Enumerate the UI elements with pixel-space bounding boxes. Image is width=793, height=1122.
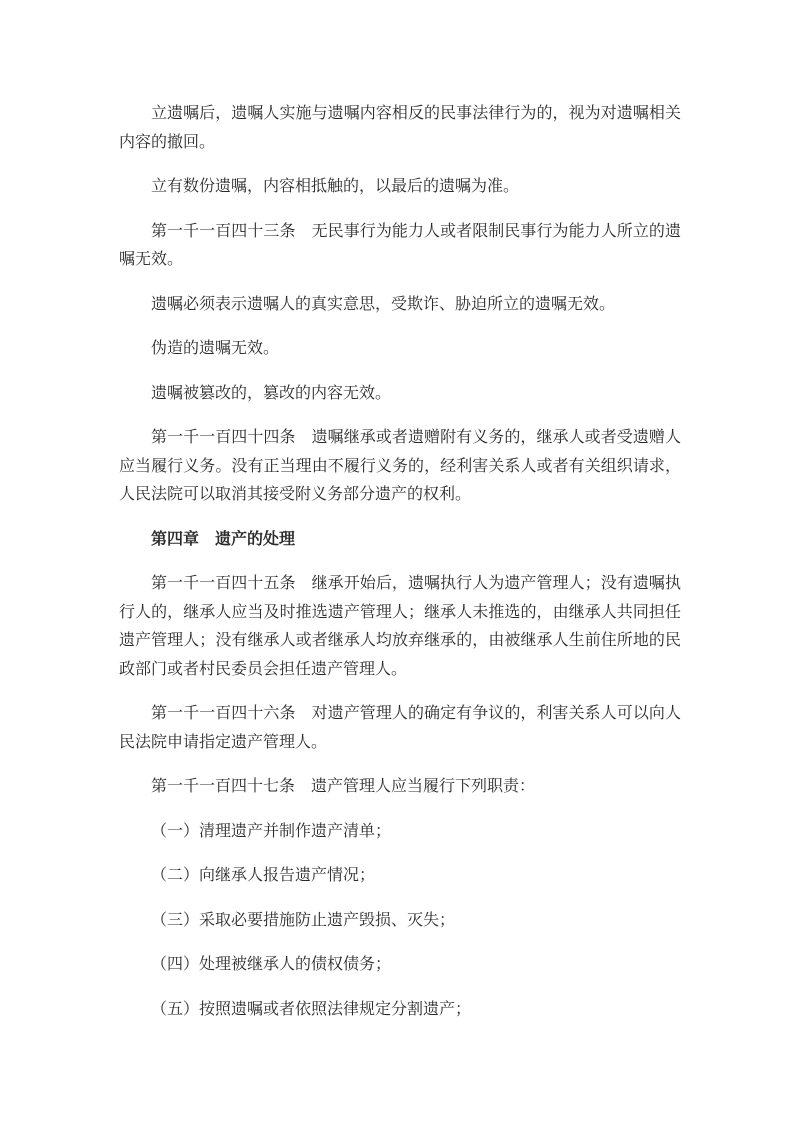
list-item-3: （三）采取必要措施防止遗产毁损、灭失；: [151, 911, 456, 929]
paragraph-multiple-wills: 立有数份遗嘱，内容相抵触的，以最后的遗嘱为准。: [151, 178, 520, 195]
chapter-heading: 第四章 遗产的处理: [151, 530, 296, 548]
paragraph-tampered-will: 遗嘱被篡改的，篡改的内容无效。: [151, 384, 392, 402]
paragraph-true-intent: 遗嘱必须表示遗嘱人的真实意思，受欺诈、胁迫所立的遗嘱无效。: [151, 295, 616, 313]
list-item-2: （二）向继承人报告遗产情况；: [151, 867, 376, 884]
list-item-5: （五）按照遗嘱或者依照法律规定分割遗产；: [151, 1000, 472, 1018]
paragraph-will-revocation: 立遗嘱后，遗嘱人实施与遗嘱内容相反的民事法律行为的，视为对遗嘱相关内容的撤回。: [119, 105, 681, 151]
paragraph-forged-will: 伪造的遗嘱无效。: [151, 340, 280, 357]
article-1147: 第一千一百四十七条 遗产管理人应当履行下列职责：: [151, 778, 536, 795]
list-item-4: （四）处理被继承人的债权债务；: [151, 956, 392, 973]
article-1146: 第一千一百四十六条 对遗产管理人的确定有争议的，利害关系人可以向人民法院申请指定遗产管理人。: [119, 705, 681, 751]
list-item-1: （一）清理遗产并制作遗产清单；: [151, 822, 392, 840]
article-1144: 第一千一百四十四条 遗嘱继承或者遗赠附有义务的，继承人或者受遗赠人应当履行义务。没有正当理由不履行义务的，经利害关系人或者有关组织请求，人民法院可以取消其接受附义务部分遗产的权利。: [119, 429, 681, 503]
article-1145: 第一千一百四十五条 继承开始后，遗嘱执行人为遗产管理人；没有遗嘱执行人的，继承人应当及时推选遗产管理人；继承人未推选的，由继承人共同担任遗产管理人；没有继承人或者继承人均放弃继承的，由被继承人生前住所地的民政部门或者村民委员会担任遗产管理人。: [119, 575, 681, 678]
article-1143: 第一千一百四十三条 无民事行为能力人或者限制民事行为能力人所立的遗嘱无效。: [119, 222, 681, 268]
